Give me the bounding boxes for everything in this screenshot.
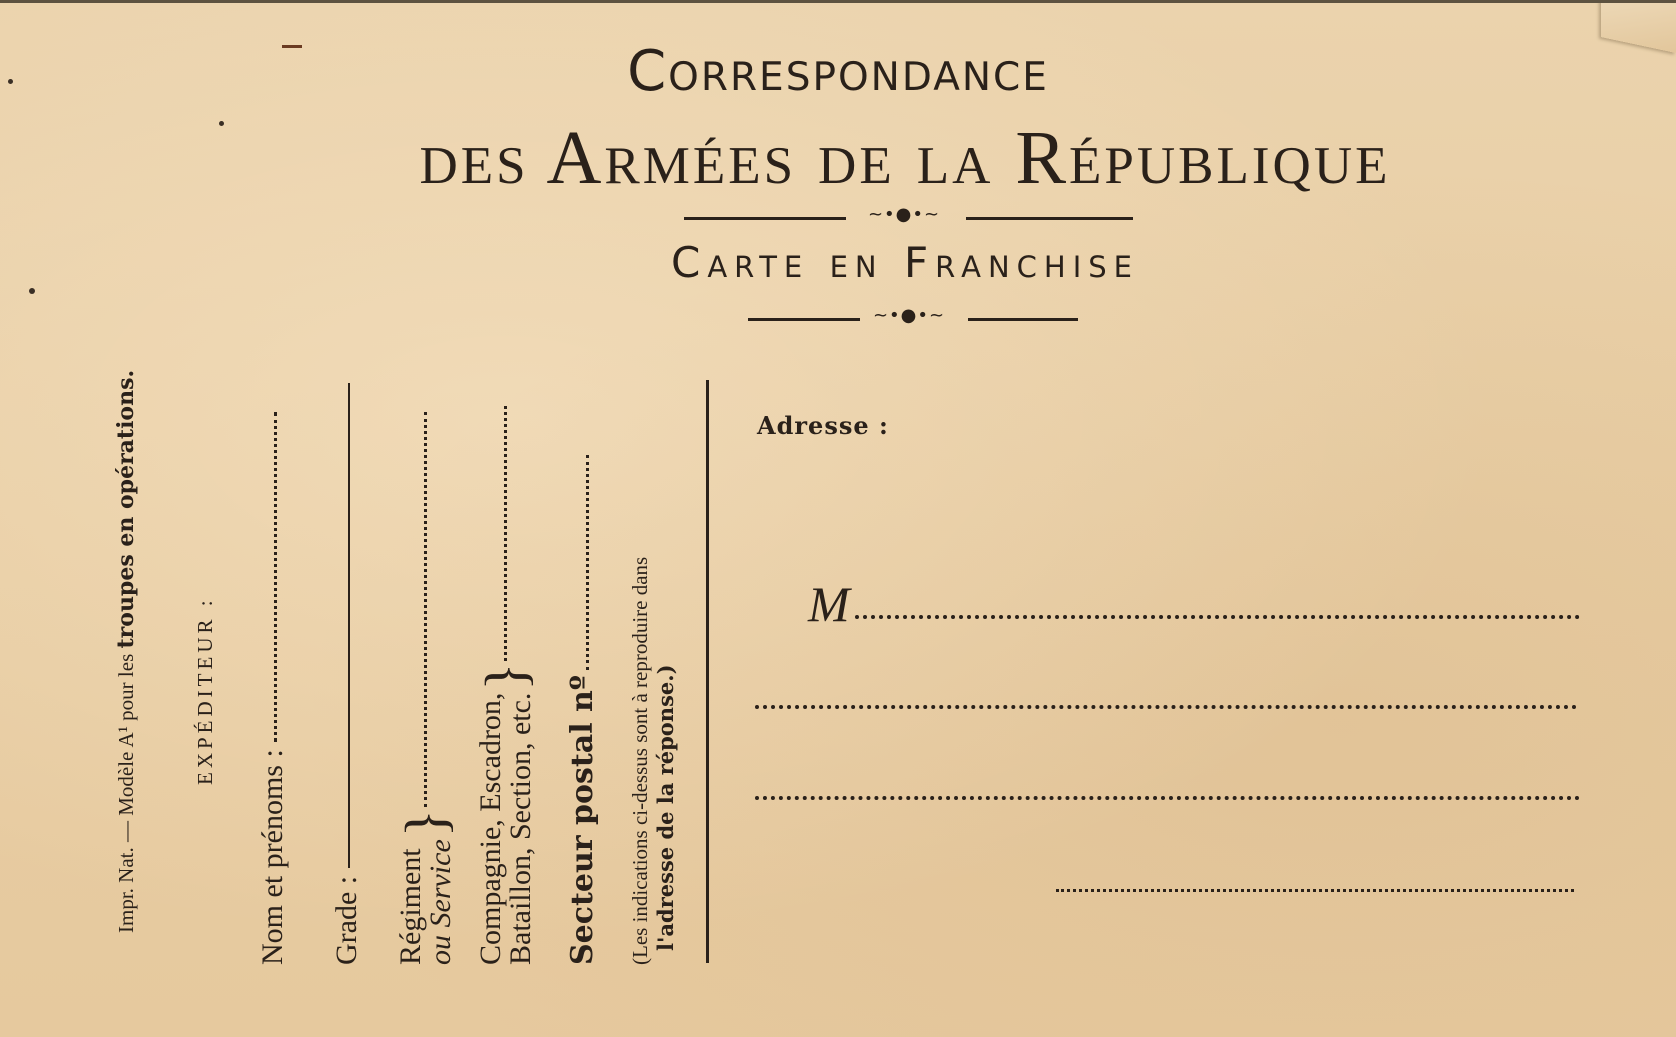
- ornament-divider-1: ~•●•~: [684, 211, 1133, 225]
- field-grade-label: Grade :: [330, 875, 363, 965]
- title-armees-republique: des Armées de la République: [419, 116, 1391, 200]
- ornament-divider-2: ~•●•~: [748, 312, 1078, 326]
- ink-speck: [29, 288, 35, 294]
- field-name[interactable]: [256, 412, 290, 965]
- vertical-divider: [706, 380, 709, 963]
- field-name-line[interactable]: [274, 412, 277, 742]
- brace-icon: }: [473, 662, 538, 691]
- brace-icon: }: [393, 809, 458, 838]
- address-line-4[interactable]: [1056, 889, 1574, 892]
- sender-title: EXPÉDITEUR :: [193, 596, 217, 785]
- address-line-2[interactable]: [755, 705, 1577, 709]
- field-sector-line[interactable]: [586, 455, 589, 670]
- address-line-1[interactable]: [855, 615, 1580, 619]
- imprint-line: Impr. Nat. — Modèle A¹ pour les troupes en opérations.: [113, 369, 139, 933]
- field-company-line[interactable]: [504, 406, 507, 661]
- sender-note: (Les indications ci-dessus sont à reproduire dans l'adresse de la réponse.): [628, 556, 678, 965]
- field-regiment-line[interactable]: [424, 412, 427, 807]
- field-grade[interactable]: [330, 383, 364, 965]
- field-sector-label: Secteur postal nº: [565, 675, 600, 965]
- address-label: Adresse :: [757, 411, 889, 440]
- field-name-label: Nom et prénoms :: [256, 749, 289, 965]
- field-grade-line[interactable]: [348, 383, 350, 868]
- title-correspondance: Correspondance: [627, 39, 1049, 104]
- recipient-prefix: M: [808, 576, 850, 632]
- field-sector[interactable]: [565, 455, 600, 965]
- address-line-3[interactable]: [755, 796, 1580, 800]
- title-carte-en-franchise: Carte en Franchise: [671, 238, 1139, 287]
- field-company[interactable]: Compagnie, Escadron, Bataillon, Section, etc. }: [472, 406, 539, 965]
- field-regiment[interactable]: Régiment ou Service }: [392, 412, 459, 965]
